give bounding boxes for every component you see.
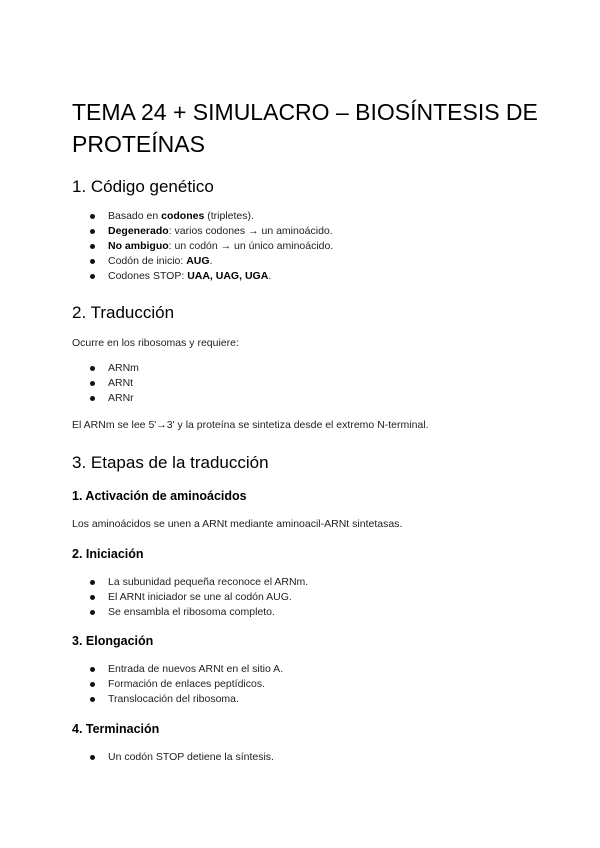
activacion-text: Los aminoácidos se unen a ARNt mediante aminoacil-ARNt sintetasas. (72, 518, 403, 530)
subheading-elongacion: 3. Elongación (72, 634, 154, 648)
subheading-iniciacion: 2. Iniciación (72, 547, 144, 561)
list-item: Codones STOP: UAA, UAG, UGA. (72, 269, 333, 284)
bullet-icon (90, 755, 95, 760)
bullet-icon (90, 595, 95, 600)
list-item: ARNm (72, 361, 139, 376)
list-item: La subunidad pequeña reconoce el ARNm. (72, 575, 308, 590)
bullet-icon (90, 244, 95, 249)
list-item: No ambiguo: un codón → un único aminoácido. (72, 239, 333, 254)
bullet-icon (90, 274, 95, 279)
subheading-terminacion: 4. Terminación (72, 722, 160, 736)
section-heading-etapas: 3. Etapas de la traducción (72, 453, 269, 472)
list-item: ARNr (72, 391, 139, 406)
list-item: Basado en codones (tripletes). (72, 209, 333, 224)
bullet-icon (90, 229, 95, 234)
list-item: ARNt (72, 376, 139, 391)
list-item: Translocación del ribosoma. (72, 692, 283, 707)
traduccion-list (72, 361, 139, 406)
traduccion-intro: Ocurre en los ribosomas y requiere: (72, 337, 239, 349)
elongacion-list (72, 662, 283, 707)
list-item: Un codón STOP detiene la síntesis. (72, 750, 274, 765)
list-item: Codón de inicio: AUG. (72, 254, 333, 269)
list-item: Formación de enlaces peptídicos. (72, 677, 283, 692)
bullet-icon (90, 610, 95, 615)
traduccion-outro: El ARNm se lee 5'→3' y la proteína se sintetiza desde el extremo N-terminal. (72, 419, 429, 431)
bullet-icon (90, 682, 95, 687)
codigo-genetico-list (72, 209, 333, 284)
bullet-icon (90, 580, 95, 585)
list-item: Entrada de nuevos ARNt en el sitio A. (72, 662, 283, 677)
bullet-icon (90, 396, 95, 401)
bullet-icon (90, 381, 95, 386)
iniciacion-list (72, 575, 308, 620)
subheading-activacion: 1. Activación de aminoácidos (72, 489, 247, 503)
list-item: Degenerado: varios codones → un aminoácido. (72, 224, 333, 239)
terminacion-list (72, 750, 274, 765)
section-heading-traduccion: 2. Traducción (72, 303, 175, 322)
list-item: Se ensambla el ribosoma completo. (72, 605, 308, 620)
page-title: TEMA 24 + SIMULACRO – BIOSÍNTESIS DE PROTEÍNAS (72, 99, 538, 157)
bullet-icon (90, 214, 95, 219)
bullet-icon (90, 667, 95, 672)
list-item: El ARNt iniciador se une al codón AUG. (72, 590, 308, 605)
bullet-icon (90, 697, 95, 702)
bullet-icon (90, 259, 95, 264)
section-heading-codigo-genetico: 1. Código genético (72, 177, 214, 196)
bullet-icon (90, 366, 95, 371)
